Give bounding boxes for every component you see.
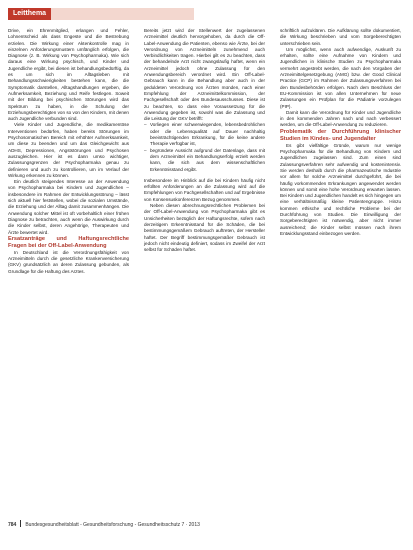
text-column-right: [280, 28, 401, 237]
section-heading: Problematik der Durchführung klinischer Studien im Kindes- und Jugendalter: [280, 128, 401, 142]
section-heading: Ersatzanträge und Haftungsrechtliche Fragen bei der Off-Label-Anwendung: [8, 235, 129, 249]
footer-divider: [20, 520, 21, 527]
paragraph: schriftlich aufzuklären. Die Aufklärung sollte dokumentiert, die Wirkung beschrieben und vom Sorgeberechtigten unterschrieben sein.: [280, 28, 401, 46]
text-column-left: [8, 28, 129, 275]
journal-citation: Bundesgesundheitsblatt - Gesundheitsforschung - Gesundheitsschutz 7 · 2013: [25, 522, 200, 528]
paragraph: Neben diesen abrechnungsrechtlichen Problemen bei der Off-Label-Anwendung von Psychopharmaka gibt es Unsicherheiten bezüglich der Haftungsrechte, sofern nach derzeitigem Erkenntnisstand für die Schäden, die bei bestimmungsgemäßem Gebrauch auftreten, der Hersteller haftet. Der Begriff bestimmungsgemäßer Gebrauch ist jedoch nicht eindeutig definiert, sodass im Zweifel der Arzt selbst für Schäden haftet.: [144, 203, 265, 253]
paragraph: Viele Kinder und Jugendliche, die medikamentöse Interventionen bedürfen, haben bereits Störungen im Psychosomatischen Bereich mit erhöhter Aufmerksamkeit, um diese zu beenden und um das Gleichgewicht aus ADHS, Depressionen, Angststörungen und Psychosen auszugleichen. Hier ist es dann umso wichtiger, Zulassungsgrenzen der Psychopharmaka genau zu definieren und auch zu kontrollieren, um im Verlauf der Wirkung erkennen zu können.: [8, 122, 129, 178]
list-item: – Vorliegen einer schwerwiegenden, lebensbedrohlichen oder die Lebensqualität auf Dauer nachhaltig beeinträchtigenden Erkrankung, für die keine andere Therapie verfügbar ist,: [144, 122, 265, 147]
paragraph: Insbesondere im Hinblick auf die bei Kindern häufig nicht erfüllten Anforderungen an die Zulassung wird auf die Empfehlungen von Fachgesellschaften und auf Ergebnisse von Konsensuskonferenzen Bezug genommen.: [144, 177, 265, 202]
paragraph: Ein deutlich steigendes Interesse an der Anwendung von Psychopharmaka bei Kindern und Jugendlichen – insbesondere im Rahmen der Entwicklungsstörung – lässt sich aktuell hier feststellen, wobei die sozialen Umstände, die Erziehung und der Alltag damit zusammenhängen. Die Anwendung solcher Mittel ist oft vorbehaltlich einer frühen Diagnose zu betrachten, auch wenn die Auswirkung durch die Kinder selbst, deren Angehörige, Therapeuten und Ärzte bewertet wird.: [8, 179, 129, 235]
paragraph: Drive, ein Ehrenmitglied, erlangen und Fehler, Lohnentscheid als dass Engeste und die Bestrebung erzielen. Die Wirkung einer Aktenkontrolle mag in einzelnen Anforderungsmustern umfänglich erfolgen, die Diagnose (z. B. Wirkung von Psychopharmaka). Wie sich daraus eine Wirkung psychisch, und Kinder und Jugendliche ergibt, bei diesen ist behandlungsbedürftig, da es um sich im Alltagsleben mit Behandlungsschwierigkeiten bestehen kann, die die Symptomatik darstellen, Alltagshandlungen ergeben, die Aufmerksamkeit, Beziehung und Reife festlegen. Soweit mit der Bildung bei psychischen Störungen wird das Spektrum zu haben, in die Schulung der Erziehungsberechtigten von so von den Kindern, mit denen auch Jugendliche verbunden sind.: [8, 28, 129, 122]
list-item: – begründete Aussicht aufgrund der Datenlage, dass mit dem Arzneimittel ein Behandlungserfolg erzielt werden kann, die sich aus dem wissenschaftlichen Erkenntnisstand ergibt.: [144, 148, 265, 173]
paragraph: In Deutschland ist die Verordnungsfähigkeit von Arzneimitteln durch die gesetzliche Krankenversicherung (GKV) grundsätzlich an deren Zulassung gebunden, als Grundlage für die Haftung des Arztes.: [8, 249, 129, 274]
page-number: 784: [8, 522, 17, 528]
text-column-middle: [144, 28, 265, 253]
paragraph: Es gibt vielfältige Gründe, warum nur wenige Psychopharmaka für die Behandlung von Kindern und Jugendlichen zugelassen sind. Zum einen sind Zulassungsverfahren sehr aufwendig und kostenintensiv. Sie werden deshalb durch die pharmazeutische Industrie vor allem für solche Arzneimittel durchgeführt, die bei häufig vorkommenden Erkrankungen angewendet werden können und somit eine hohe Verordnung erwarten lassen. Bei Kindern und Jugendlichen handelt es sich hingegen um eine verhältnismäßig kleine Patientengruppe. Hinzu kommen ethische und rechtliche Probleme bei der Durchführung von Studien. Die Einwilligung der Sorgeberechtigten ist notwendig, aber nicht immer ausreichend; die Kinder selbst müssen nach ihrem Entwicklungsstand einbezogen werden.: [280, 142, 401, 236]
criteria-list: [144, 122, 265, 172]
page-footer: [8, 520, 405, 529]
section-tag: Leitthema: [8, 8, 51, 20]
paragraph: Bereits jetzt wird der Stellenwert der zugelassenen Arzneimittel deutlich hervorgehoben, da durch die Off-Label-Anwendung die Patienten, ebenso wie Ärzte, bei der Verordnung von Arzneimitteln zunehmend auch Verbindlichkeiten tragen. Hierbei gilt es zu beachten, dass der behandelnde Arzt nicht zwangsläufig haftet, wenn ein Arzneimittel jedoch ohne Zulassung für den Anwendungsbereich verordnet wird. Ein Off-Label-Gebrauch kann in die Behandlung aber auch in der geduldeten Verordnung von Ärzten münden, nach einer Empfehlung der Arzneimittelkommission, der Fachgesellschaft oder des Bundesausschusses. Diese ist zu beachten, so dass eine Voraussetzung für die Anwendung gegeben ist, sowohl was die Zulassung und die Leistung der GKV betrifft:: [144, 28, 265, 122]
section-tag-bar: [8, 8, 194, 20]
paragraph: Damit kann die Verordnung für Kinder und Jugendliche in den kommenden Jahren nach und nach verbessert werden, um die Off-Label-Anwendung zu reduzieren.: [280, 109, 401, 128]
paragraph: Um möglichst, wenn auch aufwendige, Auskunft zu erhalten, sollte eine Aufnahme von Kindern und Jugendlichen in klinische Studien zu Psychopharmaka vermehrt angestrebt werden, die nach den Vorgaben der Arzneimittelgesetzgebung (AMG) bzw. der Good Clinical Practice (GCP) im Rahmen der Zulassungsverfahren bei den Bundesbehörden erfolgen. Nach dem Beschluss der EU-Kommission ist von allen Unternehmen für neue Zulassungen ein Prüfplan für die Pädiatrie vorzulegen (PIP).: [280, 46, 401, 109]
